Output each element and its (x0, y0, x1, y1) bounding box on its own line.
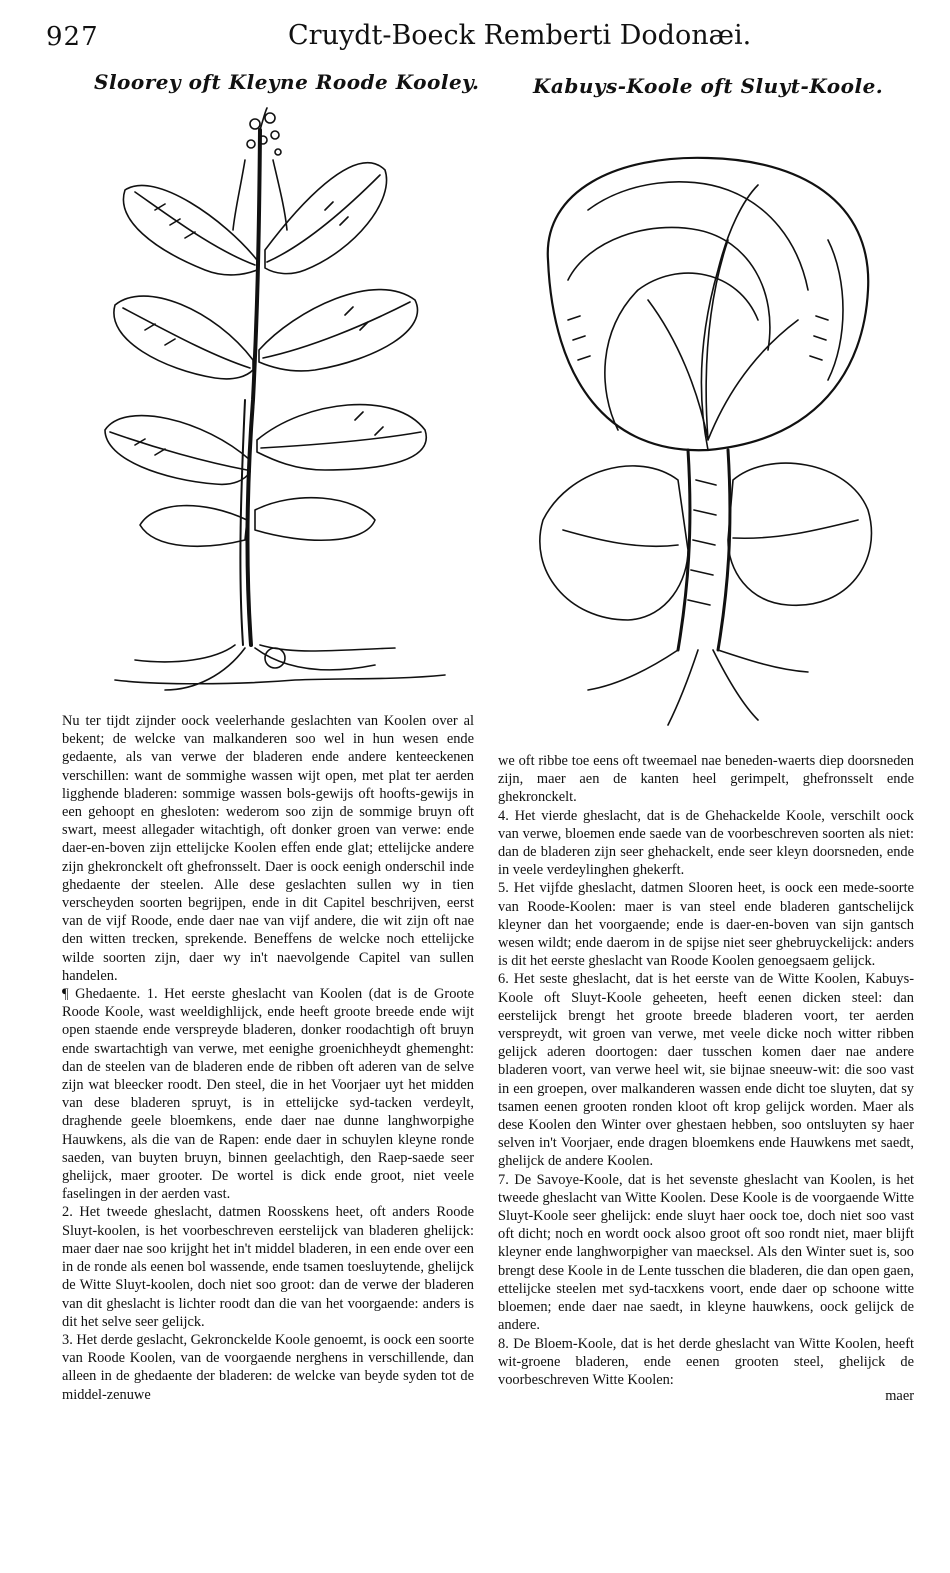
right-text-column (498, 752, 914, 1405)
page-number: 927 (46, 22, 99, 52)
paragraph: 8. De Bloem-Koole, dat is het derde gheslacht van Witte Koolen, heeft wit-groene bladeren, ende eenen grooten steel, ghelijck de voorbeschreven Witte Koolen: (498, 1335, 914, 1388)
paragraph: Nu ter tijdt zijnder oock veelerhande geslachten van Koolen over al bekent; de welcke van malkanderen soo wel in hun wesen ende gedaente, als van verwe der bladeren ende andere kenteeckenen verschillen: want de sommighe wassen wijt open, met plat ter aerden ligghende bladeren: sommige wassen bols-gewijs oft hoofts-gewijs in een gehoopt en ghesloten: wederom soo zijn de sommige bruyn oft swart, meest allegader witachtigh, oft donker groen van verwe: ende daer-en-boven zijn ettelijcke Koolen effen ende glat; ettelijcke andere zijn ghekronckelt oft ghefronsselt. Daer is oock eenigh onderschil inde ghedaente der steelen. Alle dese geslachten sullen wy in tien verscheyden soorten begrijpen, ende in dit Capitel beschrijven, eerst van de vijf Roode, ende daer nae van vijf andere, die wit zijn oft nae den witten trecken, sprekende. Beneffens de welcke noch ettelijcke wilde soorten zijn, daer wy in't naevolgende Capitel van sullen handelen. (62, 713, 474, 984)
cabbage-woodcut (528, 150, 888, 730)
paragraph: 3. Het derde geslacht, Gekronckelde Koole genoemt, is oock een soorte van Roode Koolen, van de voorgaende nerghens in verschillende, dan alleen in de ghedaente der bladeren: de welcke van beyde syden tot de middel-zenuwe (62, 1331, 474, 1403)
paragraph: 6. Het seste gheslacht, dat is het eerste van de Witte Koolen, Kabuys-Koole oft Sluyt-Koole geheeten, heeft eenen dicken steel: dan eerstelijck brengt het groote breede bladeren voort, ter aerden verspreydt, wit groen van verwe, met veele dicke noch witter ribben gelijck aderen doortogen: daer tusschen komen daer nae andere bladeren voort, van verwe heel wit, sie bijnae sneeuw-wit: die soo vast in een groepen, over malkanderen wassen ende dicht toe sluyten, dat sy tsamen eenen grooten ronden kloot oft krop gelijck worden. Maer als dese Koolen den Winter over ghestaen hebben, soo ontsluyten sy haer selven in't Voorjaer, ende dragen bloemkens ende Hauwkens met saedt, ghelijck de andere Koolen. (498, 971, 914, 1170)
paragraph: 7. De Savoye-Koole, dat is het sevenste gheslacht van Koolen, is het tweede gheslacht van Witte Koolen. Dese Koole is de voorgaende Witte Sluyt-Koole seer ghelijck: ende sluyt haer oock toe, doch niet soo vast oft dicht; noch en wordt oock alsoo groot oft soo rondt niet, maer blijft kleyner ende langhworpigher van maecksel. Als den Winter suet is, soo brengt dese Koole in de Lente tusschen die bladeren, die dan open gaen, ettelijcke steelen met syd-tacxkens voort, ende daer op schoone witte bloemen; ende daer nae saedt, in kleyne hauwkens, oock gelijck de andere. (498, 1171, 914, 1334)
paragraph: we oft ribbe toe eens oft tweemael nae beneden-waerts diep doorsneden zijn, maer aen de kanten heel gerimpelt, ghefronsselt ende ghekronckelt. (498, 753, 914, 806)
catchword: maer (885, 1388, 914, 1405)
left-text-column (62, 712, 474, 1404)
paragraph: 4. Het vierde gheslacht, dat is de Ghehackelde Koole, verschilt oock van verwe, bloemen ende saede van de voorbeschreven soorten als niet: dan de bladeren zijn seer ghehackelt, ende seer kleyn doorsneden, ende in veele verdeylinghen ghekerft. (498, 807, 914, 879)
paragraph: ¶ Ghedaente. 1. Het eerste gheslacht van Koolen (dat is de Groote Roode Koole, wast weeldighlijck, ende heeft groote breede ende wijt open staende ende verspreyde bladeren, donker roodachtigh oft bruyn ende swartachtigh van verwe, met eenighe groenichheydt ghemenght: dan de steelen van de bladeren ende de ribben oft aderen van de selve zijn wat bleecker roodt. Den steel, die in het Voorjaer uyt het midden van dese bladeren spruyt, is in ettelijcke syd-tacken verdeylt, draghende geele bloemkens, ende daer nae dunne langhworpighe Hauwkens, als die van de Rapen: ende daer in schuylen kleyne ronde saeden, van buyten bruyn, binnen geelachtigh, den Raep-saede seer ghelijck, maer grooter. De wortel is dick ende groot, niet veele faselingen in der aerden vast. (62, 986, 474, 1203)
left-figure-caption: Sloorey oft Kleyne Roode Kooley. (94, 70, 480, 94)
right-figure-caption: Kabuys-Koole oft Sluyt-Koole. (533, 74, 884, 98)
paragraph: 5. Het vijfde gheslacht, datmen Slooren heet, is oock een mede-soorte van Roode-Koolen: maer is van steel ende bladeren gantschelijck kleyner dan het voorgaende; ende is daer-en-boven van sijn gantsch wesen wildt; ende daerom in de spijse niet seer ghebruyckelijck: anders is dit het eerste gheslacht van Roode Koolen genoegsaem gelijck. (498, 880, 914, 970)
running-title: Cruydt-Boeck Remberti Dodonæi. (288, 20, 752, 51)
paragraph: 2. Het tweede gheslacht, datmen Roosskens heet, oft anders Roode Sluyt-koolen, is het voorbeschreven eerstelijck van bladeren ghelijck: maer daer nae soo krijght het in't middel bladeren, in een ende over een in de ronde als eenen bol wassende, ende tsamen toesluytende, ghelijck de Witte Sluyt-koolen, doch niet soo groot: dan de verwe der bladeren van dit gheslacht is lichter roodt dan die van het voorgaende: anders is dit het selve seer gelijck. (62, 1204, 474, 1330)
kale-plant-woodcut (95, 100, 470, 700)
